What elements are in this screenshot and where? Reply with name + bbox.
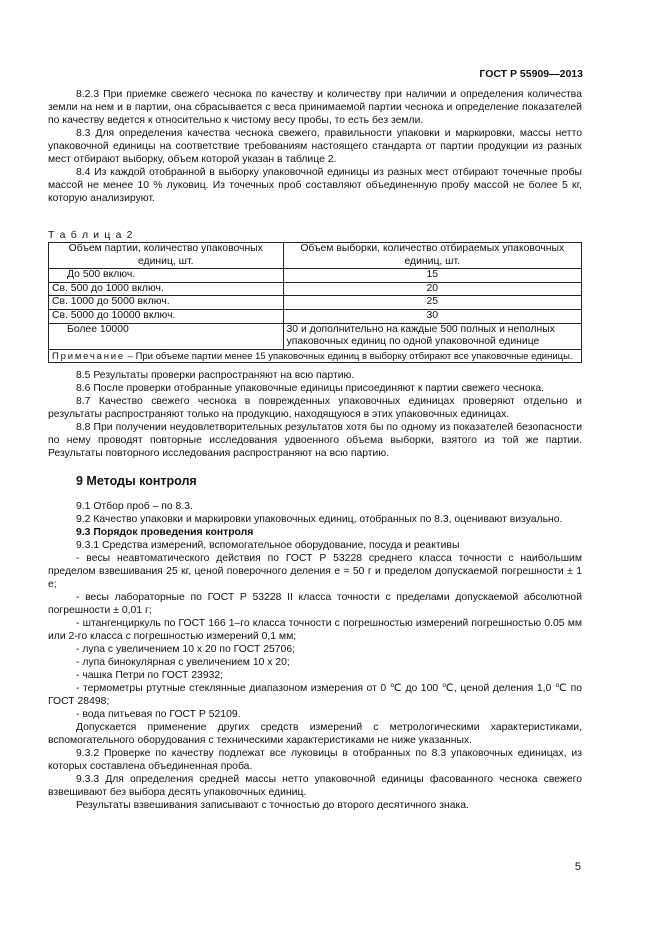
list-item: - лупа бинокулярная с увеличением 10 х 20; xyxy=(76,657,290,669)
sample-cell: 30 xyxy=(283,309,581,323)
paragraph-9-1: 9.1 Отбор проб – по 8.3. xyxy=(76,501,193,513)
table-note xyxy=(49,349,582,363)
paragraph-9-2: 9.2 Качество упаковки и маркировки упаковочных единиц, отобранных по 8.3, оценивают визуально. xyxy=(76,514,563,526)
list-item: - чашка Петри по ГОСТ 23932; xyxy=(76,670,224,682)
paragraph-8-8: 8.8 При получении неудовлетворительных результатов хотя бы по одному из показателей безопасности по нему проводят повторные исследования удвоенного объема выборки, взятого из той же партии. Результаты повторного исследования распространяют на всю партию. xyxy=(48,422,582,460)
sampling-table xyxy=(48,242,582,363)
note-label: Примечание xyxy=(52,350,125,362)
paragraph-8-4: 8.4 Из каждой отобранной в выборку упаковочной единицы из разных мест отбирают точечные пробы массой не менее 10 % луковиц. Из точечных проб составляют объединенную пробу массой не более 5 кг, которую анализируют. xyxy=(48,167,582,204)
table-header-row xyxy=(49,243,582,269)
header-lot-volume: Объем партии, количество упаковочных единиц, шт. xyxy=(49,243,284,269)
list-item: - термометры ртутные стеклянные диапазоном измерения от 0 ℃ до 100 ℃, ценой деления 1,0 ℃ по ГОСТ 28498; xyxy=(48,683,582,708)
paragraph-8-5: 8.5 Результаты проверки распространяют на всю партию. xyxy=(76,370,355,382)
paragraph-9-3-2: 9.3.2 Проверке по качеству подлежат все луковицы в отобранных по 8.3 упаковочных единицах, из которых составлена объединенная проба. xyxy=(48,748,582,773)
sample-cell: 20 xyxy=(283,282,581,296)
table-row xyxy=(49,282,582,296)
page-number: 5 xyxy=(574,861,581,873)
paragraph-results: Результаты взвешивания записывают с точностью до второго десятичного знака. xyxy=(76,800,469,812)
header-sample-volume: Объем выборки, количество отбираемых упаковочных единиц, шт. xyxy=(283,243,581,269)
section-title: 9 Методы контроля xyxy=(76,474,197,489)
paragraph-8-2-3: 8.2.3 При приемке свежего чеснока по качеству и количеству при наличии и определения количества земли на нем и в партии, она сбрасывается с веса принимаемой партии чеснока и определение показателей по качеству ведется к относительно к чистому весу пробы, то есть без земли. xyxy=(48,89,582,126)
paragraph-allowance: Допускается применение других средств измерений с метрологическими характеристиками, вспомогательного оборудования с техническими характеристиками не ниже указанных. xyxy=(48,722,582,747)
paragraph-9-3-3: 9.3.3 Для определения средней массы нетто упаковочной единицы фасованного чеснока свежего взвешивают без выбора десять упаковочных единиц. xyxy=(48,774,582,799)
paragraph-8-3: 8.3 Для определения качества чеснока свежего, правильности упаковки и маркировки, массы нетто упаковочной единицы на соответствие требованиям настоящего стандарта от партии продукции из разных мест отбирают выборку, объем которой указан в таблице 2. xyxy=(48,128,582,165)
sample-cell: 15 xyxy=(283,269,581,283)
lot-cell: Св. 1000 до 5000 включ. xyxy=(49,296,284,310)
paragraph-9-3-1: 9.3.1 Средства измерений, вспомогательное оборудование, посуда и реактивы xyxy=(76,540,460,552)
table-row xyxy=(49,323,582,349)
table-row xyxy=(49,296,582,310)
page-content xyxy=(48,88,582,812)
lot-cell: Св. 500 до 1000 включ. xyxy=(49,282,284,296)
paragraph-8-7: 8.7 Качество свежего чеснока в поврежденных упаковочных единицах проверяют отдельно и результаты распространяют только на продукцию, находящуюся в этих упаковочных единицах. xyxy=(48,396,582,421)
table-note-row xyxy=(49,349,582,363)
table-row xyxy=(49,269,582,283)
document-header: ГОСТ Р 55909—2013 xyxy=(479,68,583,80)
lot-cell: Более 10000 xyxy=(49,323,284,349)
paragraph-8-6: 8.6 После проверки отобранные упаковочные единицы присоединяют к партии свежего чеснока. xyxy=(76,383,545,395)
subsection-title-9-3: 9.3 Порядок проведения контроля xyxy=(76,527,254,539)
sample-cell: 30 и дополнительно на каждые 500 полных и неполных упаковочных единиц по одной упаковочной единице xyxy=(283,323,581,349)
list-item: - штангенциркуль по ГОСТ 166 1–го класса точности с погрешностью измерений погрешностью 0.05 мм или 2-го класса с погрешностью измерений 0,1 мм; xyxy=(48,618,582,643)
table-caption: Т а б л и ц а 2 xyxy=(48,230,134,241)
list-item: - весы лабораторные по ГОСТ Р 53228 II класса точности с пределами допускаемой абсолютной погрешности ± 0,01 г; xyxy=(48,592,582,617)
lot-cell: До 500 включ. xyxy=(49,269,284,283)
sample-cell: 25 xyxy=(283,296,581,310)
table-row xyxy=(49,309,582,323)
note-text: – При объеме партии менее 15 упаковочных единиц в выборку отбирают все упаковочные единицы. xyxy=(127,350,573,362)
lot-cell: Св. 5000 до 10000 включ. xyxy=(49,309,284,323)
list-item: - вода питьевая по ГОСТ Р 52109. xyxy=(76,709,241,721)
list-item: - весы неавтоматического действия по ГОСТ Р 53228 среднего класса точности с наибольшим пределом взвешивания 25 кг, ценой поверочного деления е = 50 г и пределом допускаемой погрешности ± 1 е; xyxy=(48,553,582,591)
list-item: - лупа с увеличением 10 х 20 по ГОСТ 25706; xyxy=(76,644,295,656)
